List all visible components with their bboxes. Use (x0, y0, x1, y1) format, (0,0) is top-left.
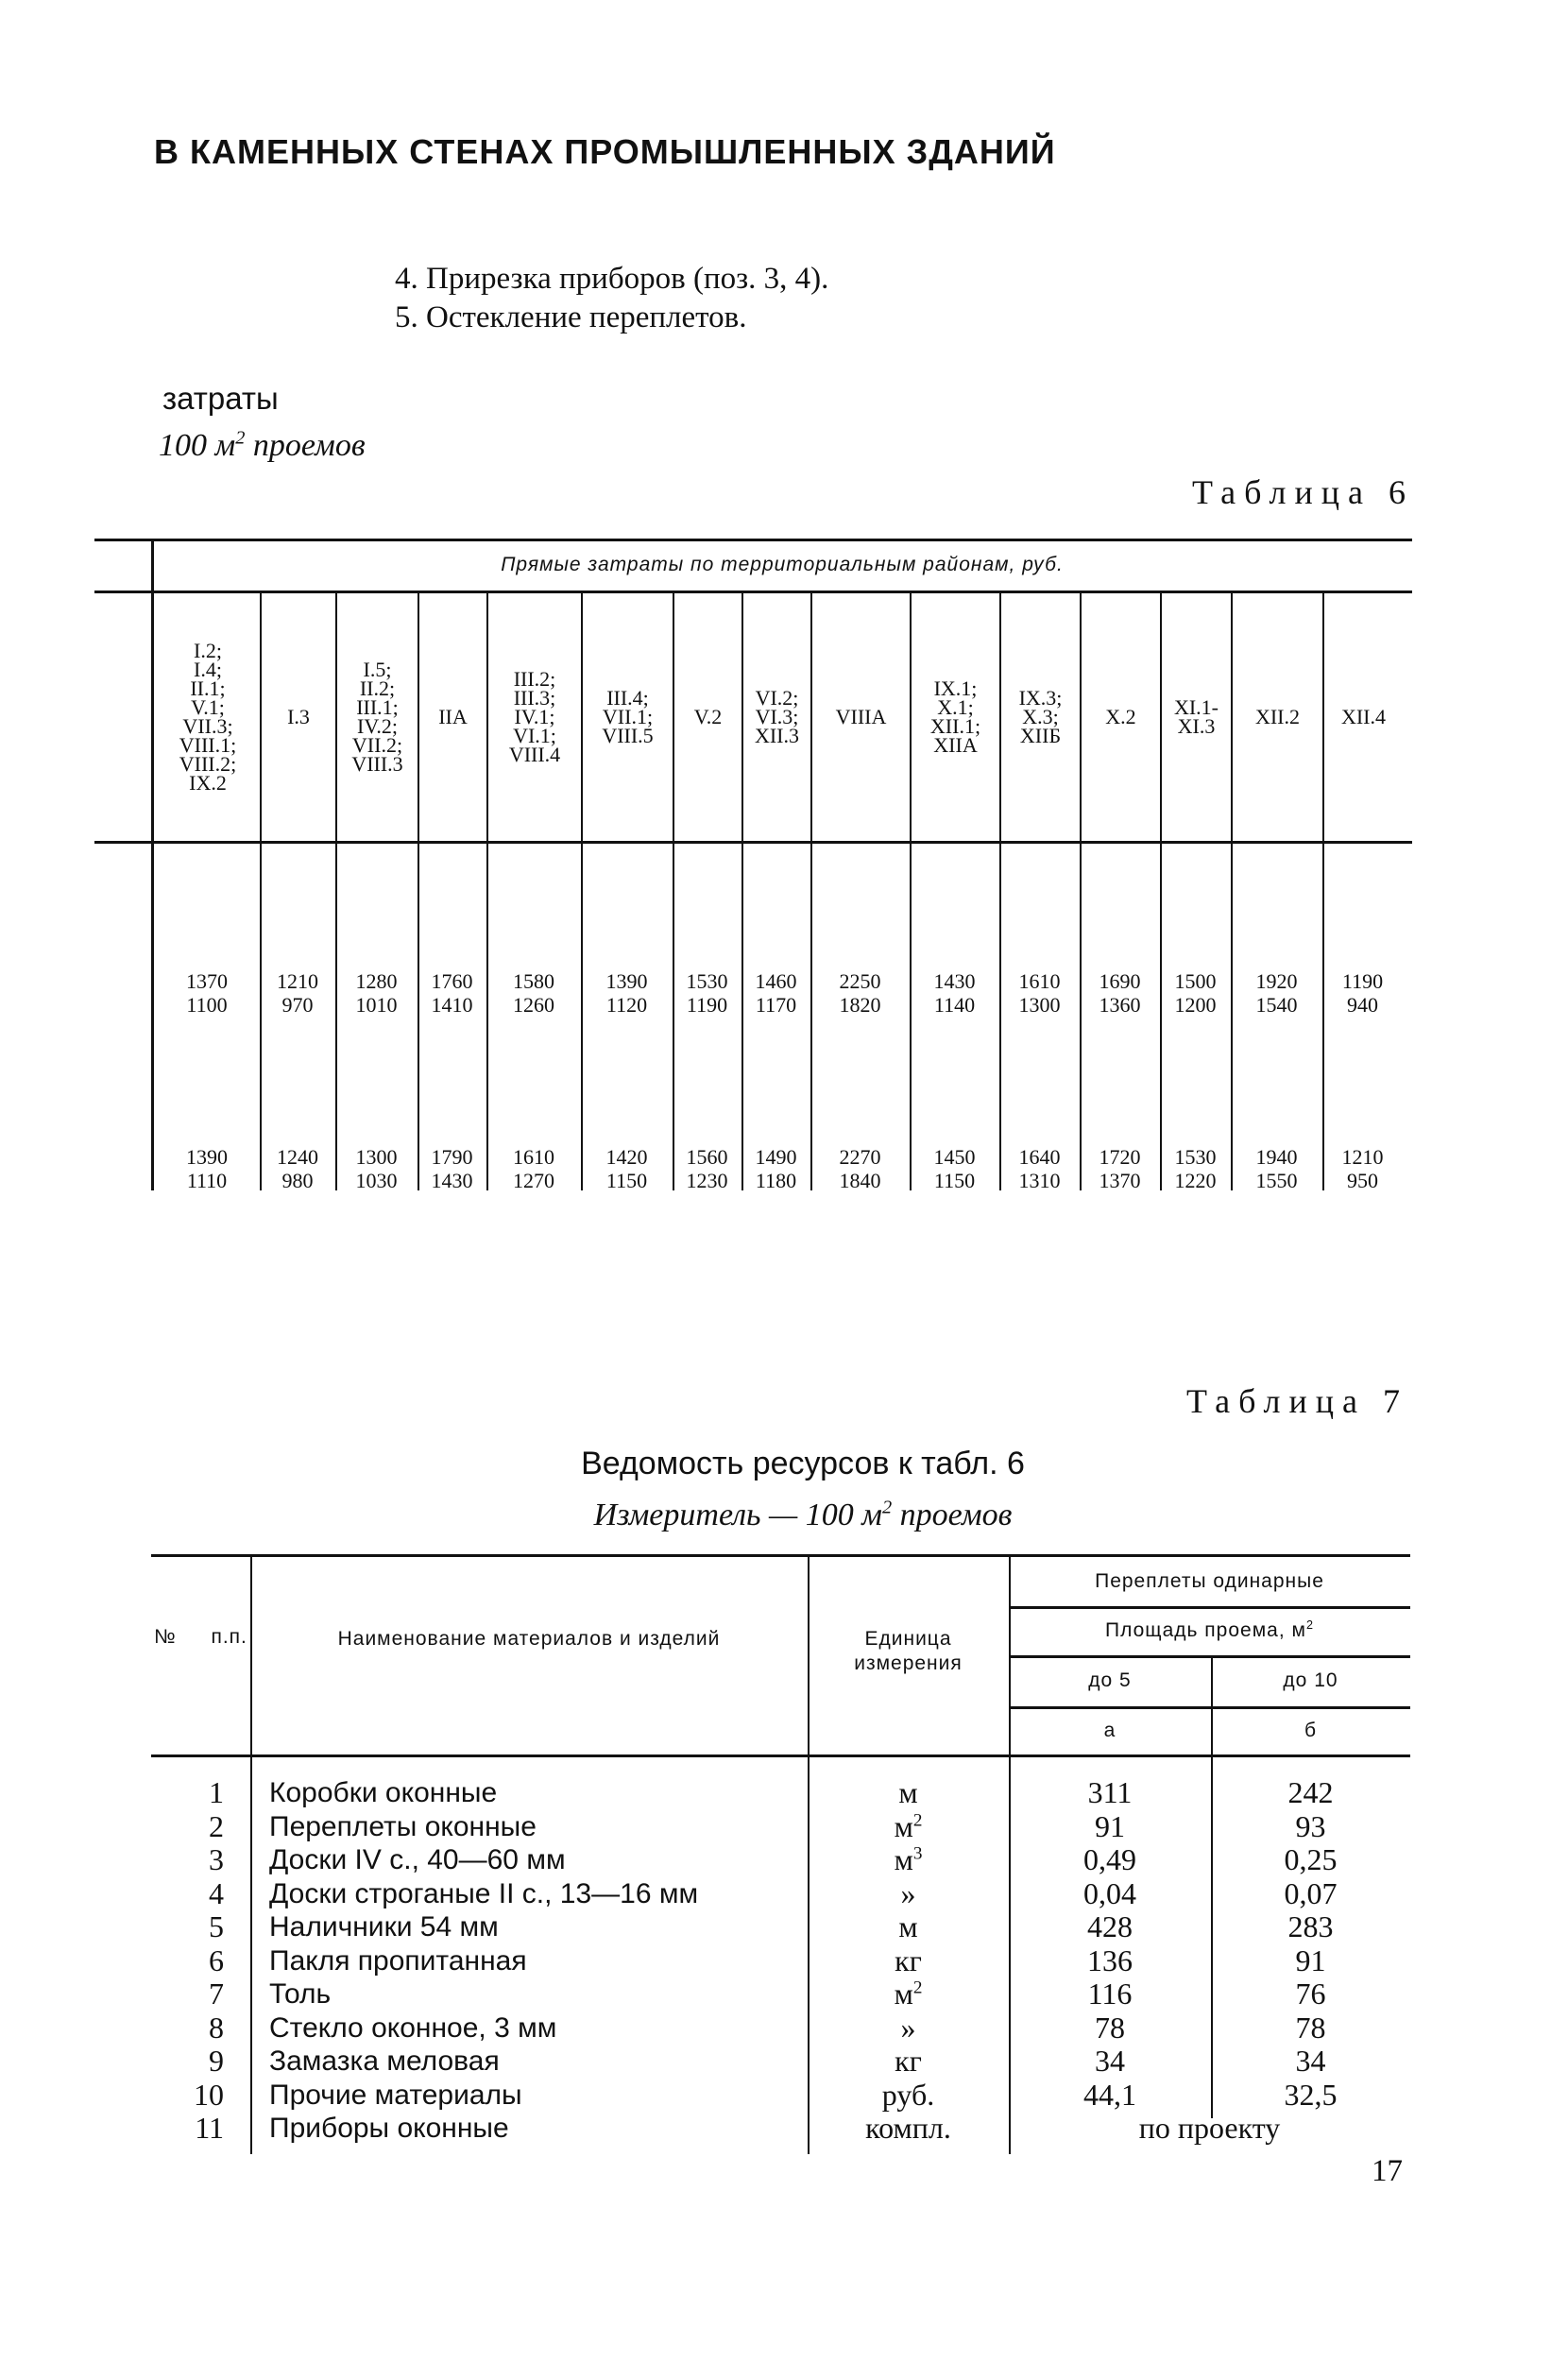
table6-col-divider (418, 590, 419, 1190)
table6-col-header: IX.3; X.3; XIIБ (1018, 686, 1063, 747)
table6-col-header: VIIIA (835, 705, 887, 728)
table7-row-num: 11 (195, 2111, 224, 2145)
table6-cell: 980 (281, 1169, 314, 1192)
table7-header-bottom-rule (151, 1754, 1410, 1757)
table6-cell: 1460 (755, 969, 797, 993)
table6-col-header: IX.1; X.1; XII.1; XIIA (929, 676, 981, 757)
table6-cell: 1140 (933, 993, 976, 1017)
table6-cell: 1180 (755, 1169, 797, 1192)
table7-row-value-b: 242 (1287, 1775, 1334, 1809)
table6-cell: 1260 (513, 993, 554, 1017)
table7-row-merged: по проекту (1138, 2111, 1281, 2145)
table7-row-value-a: 136 (1087, 1943, 1133, 1977)
table7-row-value-b: 32,5 (1284, 2077, 1338, 2112)
table7-row-num: 5 (209, 1909, 224, 1943)
step-5: 5. Остекление переплетов. (395, 300, 747, 334)
table6-cell: 1100 (186, 993, 228, 1017)
step-4: 4. Прирезка приборов (поз. 3, 4). (395, 262, 829, 296)
table7-row-name: Замазка меловая (269, 2045, 500, 2077)
table7-row-unit: » (900, 1875, 916, 1910)
table6-cell: 1610 (513, 1145, 554, 1169)
table7-row-value-a: 44,1 (1083, 2077, 1136, 2112)
table7-header-name: Наименование материалов и изделий (337, 1628, 721, 1650)
table6-col-header: III.4; VII.1; VIII.5 (602, 686, 654, 747)
table7-header-group: Переплеты одинарные (1095, 1570, 1324, 1592)
table7-row-value-b: 283 (1287, 1909, 1334, 1943)
table7-row-unit: » (900, 2010, 916, 2045)
table7-row-name: Стекло оконное, 3 мм (269, 2011, 557, 2044)
table6-col-header: XII.2 (1254, 705, 1301, 728)
unit-label: 100 $м^2$ проемов (159, 427, 366, 463)
table6-cell: 1310 (1018, 1169, 1061, 1192)
table6-cell: 1820 (839, 993, 881, 1017)
table7-row-value-b: 78 (1295, 2010, 1326, 2045)
table7-row-num: 4 (209, 1875, 224, 1910)
table6-cell: 1210 (1341, 1145, 1384, 1169)
table6-cell: 1200 (1174, 993, 1217, 1017)
table6-cell: 1300 (355, 1145, 398, 1169)
table7-row-unit: руб. (881, 2077, 935, 2112)
table6-col-divider (1160, 590, 1162, 1190)
table7-row-name: Прочие материалы (269, 2079, 522, 2111)
table6-cell: 1920 (1255, 969, 1298, 993)
table6-cell: 1530 (1174, 1145, 1217, 1169)
table6-cell: 1110 (186, 1169, 228, 1192)
table7-top-rule (151, 1554, 1410, 1557)
table7-row-name: Толь (269, 1978, 332, 2010)
table7-area-rule (1009, 1655, 1410, 1658)
table6-cell: 1720 (1099, 1145, 1141, 1169)
table6-cell: 1390 (186, 1145, 228, 1169)
table6-col-header: V.2 (693, 705, 723, 728)
table7-row-value-a: 428 (1087, 1909, 1133, 1943)
table7-row-name: Доски строганые II с., 13—16 мм (269, 1877, 699, 1909)
table7-col-divider (250, 1554, 252, 2154)
table6-cell: 1410 (431, 993, 473, 1017)
table7-group-rule (1009, 1606, 1410, 1609)
table7-row-value-b: 93 (1295, 1808, 1326, 1843)
table7-row-unit: м (898, 1775, 918, 1809)
table6-cell: 1690 (1099, 969, 1141, 993)
table6-col-divider (1322, 590, 1324, 1190)
table6-cell: 1010 (355, 993, 398, 1017)
table6-label: Таблица 6 (1192, 473, 1414, 511)
table6-col-header: VI.2; VI.3; XII.3 (754, 686, 800, 747)
table6-cell: 1220 (1174, 1169, 1217, 1192)
table6-cell: 1280 (355, 969, 398, 993)
table6-cell: 1610 (1018, 969, 1061, 993)
table6-col-divider (673, 590, 674, 1190)
table7-row-value-a: 0,49 (1083, 1842, 1136, 1876)
table6-header: Прямые затраты по территориальным районам, руб. (501, 554, 1064, 575)
table7-row-num: 8 (209, 2010, 224, 2045)
table6-col-divider (1231, 590, 1233, 1190)
table7-row-unit: компл. (865, 2111, 951, 2145)
table7-row-name: Наличники 54 мм (269, 1911, 499, 1943)
table7-row-value-a: 78 (1095, 2010, 1125, 2045)
table6-cell: 2250 (839, 969, 881, 993)
table7-header-sub2: до 10 (1283, 1669, 1338, 1691)
table6-cell: 1450 (933, 1145, 976, 1169)
table6-cell: 1170 (755, 993, 797, 1017)
table7-row-value-b: 0,07 (1284, 1875, 1338, 1910)
table7-row-value-b: 34 (1295, 2044, 1326, 2078)
table7-header-col-b: б (1304, 1720, 1318, 1741)
table7-row-value-b: 0,25 (1284, 1842, 1338, 1876)
table6-cell: 1190 (686, 993, 728, 1017)
table6-col-divider (1080, 590, 1082, 1190)
table6-col-divider (999, 590, 1001, 1190)
table6-cell: 1580 (513, 969, 554, 993)
table7-measure: Измеритель — 100 $м^2$ проемов (593, 1497, 1013, 1532)
table6-header-rule (94, 590, 1412, 593)
page-heading: В КАМЕННЫХ СТЕНАХ ПРОМЫШЛЕННЫХ ЗДАНИЙ (154, 132, 1056, 171)
table6-cell: 950 (1347, 1169, 1378, 1192)
table6-cell: 1430 (933, 969, 976, 993)
table6-col-header: XII.4 (1340, 705, 1387, 728)
table6-cell: 1640 (1018, 1145, 1061, 1169)
table7-title: Ведомость ресурсов к табл. 6 (581, 1446, 1025, 1481)
table6-cell: 1430 (431, 1169, 473, 1192)
table7-sub-rule (1009, 1706, 1410, 1709)
table6-cell: 1210 (277, 969, 318, 993)
table7-row-num: 9 (209, 2044, 224, 2078)
table6-cell: 1420 (605, 1145, 648, 1169)
table6-cell: 1360 (1099, 993, 1141, 1017)
table6-cell: 1530 (686, 969, 728, 993)
table6-cell: 1940 (1255, 1145, 1298, 1169)
table6-col-divider (910, 590, 912, 1190)
table7-row-unit: кг (895, 1943, 922, 1977)
table6-top-rule (94, 539, 1412, 541)
table6-col-header: XI.1- XI.3 (1173, 695, 1219, 738)
table6-cell: 940 (1347, 993, 1378, 1017)
table6-col-divider (260, 590, 262, 1190)
table7-row-value-a: 116 (1087, 1977, 1133, 2011)
table6-cell: 1550 (1255, 1169, 1298, 1192)
table6-col-divider (486, 590, 488, 1190)
table6-cell: 1300 (1018, 993, 1061, 1017)
table6-col-divider (810, 590, 812, 1190)
table6-col-header: III.2; III.3; IV.1; VI.1; VIII.4 (508, 667, 561, 766)
costs-label: затраты (162, 381, 279, 416)
table6-cell: 1390 (605, 969, 648, 993)
table6-cell: 1490 (755, 1145, 797, 1169)
table6-cell: 2270 (839, 1145, 881, 1169)
table7-header-area: Площадь проема, $м^2$ (1105, 1618, 1314, 1641)
table6-cell: 1150 (933, 1169, 976, 1192)
table6-cell: 1540 (1255, 993, 1298, 1017)
table6-cell: 1370 (1099, 1169, 1141, 1192)
table7-row-num: 3 (209, 1842, 224, 1876)
table6-cell: 1030 (355, 1169, 398, 1192)
table7-header-num: № п.п. (154, 1626, 247, 1648)
table6-col-header: IIA (438, 705, 468, 728)
table7-row-num: 10 (194, 2077, 224, 2112)
table7-row-unit: м (898, 1909, 918, 1943)
table7-row-value-a: 0,04 (1083, 1875, 1136, 1910)
table7-row-name: Коробки оконные (269, 1777, 498, 1808)
table6-cell: 1790 (431, 1145, 473, 1169)
table6-col-divider (581, 590, 583, 1190)
table6-cell: 1120 (605, 993, 648, 1017)
table7-row-num: 2 (209, 1808, 224, 1843)
table6-left-border (151, 539, 154, 1190)
table7-row-value-b: 91 (1295, 1943, 1326, 1977)
table7-row-unit: $м^3$ (894, 1842, 923, 1876)
table6-cell: 1240 (277, 1145, 318, 1169)
table6-column-rule (94, 841, 1412, 844)
table6-cell: 1500 (1174, 969, 1217, 993)
table7-header-sub1: до 5 (1088, 1669, 1132, 1691)
table7-row-num: 7 (209, 1977, 224, 2011)
table7-header-col-a: а (1103, 1720, 1116, 1741)
table6-col-divider (335, 590, 337, 1190)
table7-row-unit: кг (895, 2044, 922, 2078)
table7-row-name: Приборы оконные (269, 2113, 509, 2144)
table6-col-header: I.2; I.4; II.1; V.1; VII.3; VIII.1; VIII.2; IX.2 (179, 639, 237, 795)
table7-row-num: 6 (209, 1943, 224, 1977)
table6-cell: 1150 (605, 1169, 648, 1192)
table7-row-num: 1 (209, 1775, 224, 1809)
table7-row-value-a: 34 (1095, 2044, 1125, 2078)
table7-row-name: Доски IV с., 40—60 мм (269, 1844, 566, 1875)
table7-row-value-b: 76 (1295, 1977, 1326, 2011)
page-number: 17 (1372, 2154, 1403, 2188)
table6-cell: 1560 (686, 1145, 728, 1169)
table6-cell: 1840 (839, 1169, 881, 1192)
table7-label: Таблица 7 (1186, 1382, 1408, 1420)
table6-col-header: I.3 (287, 705, 310, 728)
table7-row-name: Переплеты оконные (269, 1810, 537, 1842)
table7-header-unit: Единица измерения (854, 1628, 963, 1674)
table6-col-header: I.5; II.2; III.1; IV.2; VII.2; VIII.3 (351, 658, 403, 776)
table6-cell: 1230 (686, 1169, 728, 1192)
table6-cell: 1270 (513, 1169, 554, 1192)
table7-row-unit: $м^2$ (894, 1808, 923, 1843)
table7-row-name: Пакля пропитанная (269, 1944, 527, 1977)
table6-col-header: X.2 (1105, 705, 1136, 728)
table6-cell: 1190 (1341, 969, 1384, 993)
table6-col-divider (741, 590, 743, 1190)
table7-row-value-a: 91 (1095, 1808, 1125, 1843)
table6-cell: 970 (281, 993, 314, 1017)
table6-cell: 1370 (186, 969, 228, 993)
table7-row-value-a: 311 (1087, 1775, 1133, 1809)
table6-cell: 1760 (431, 969, 473, 993)
table7-row-unit: $м^2$ (894, 1977, 923, 2011)
